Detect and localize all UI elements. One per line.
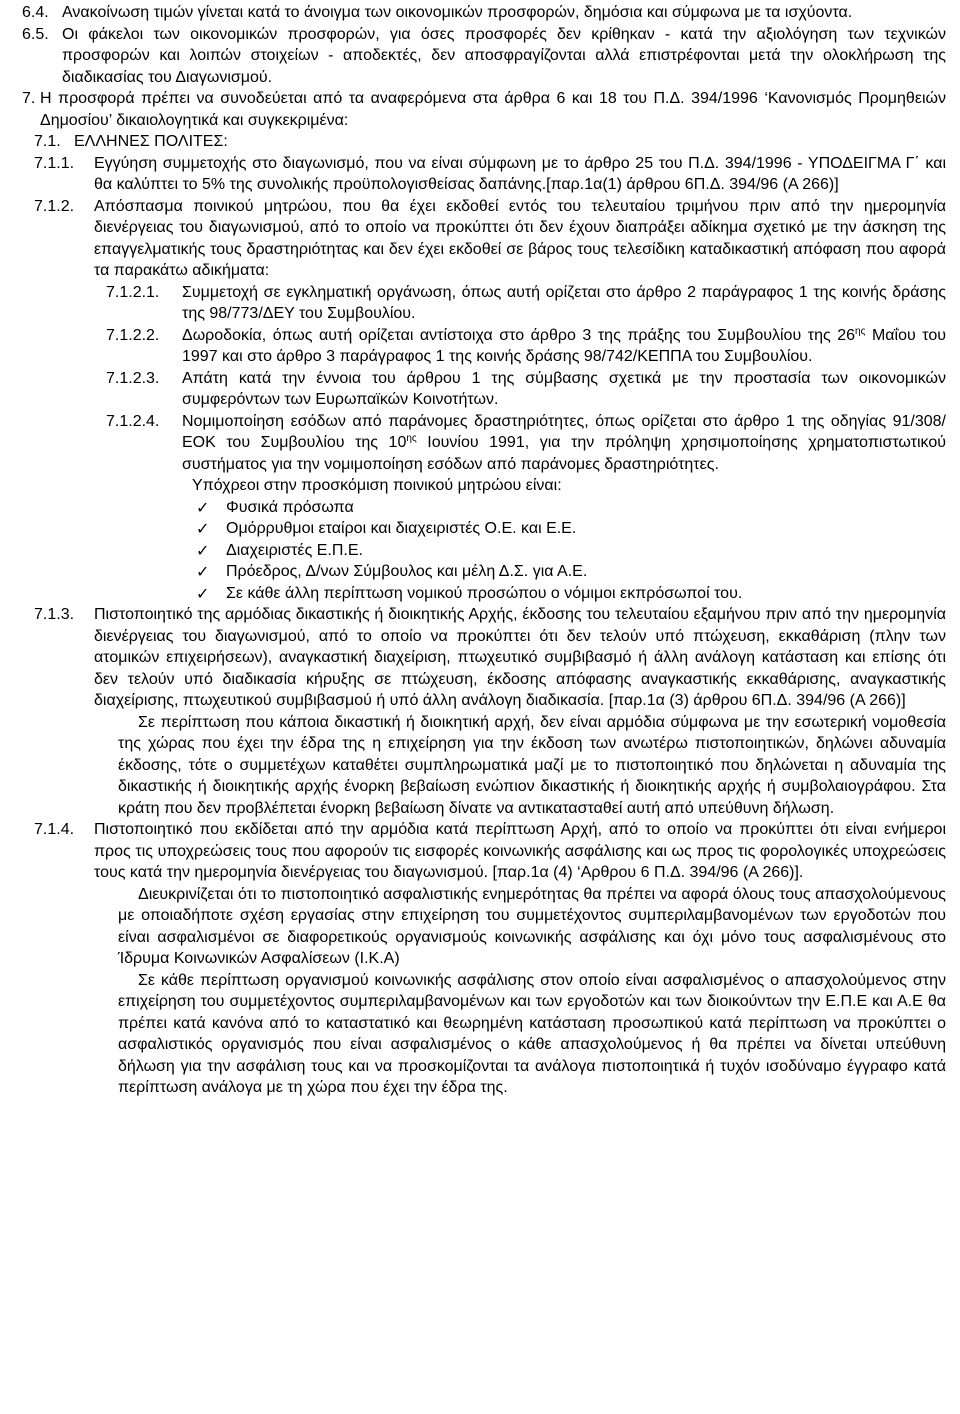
section-text: Οι φάκελοι των οικονομικών προσφορών, για όσες προσφορές δεν κρίθηκαν - κατά την αξιολόγηση των τεχνικών προσφορών και λοιπών στοιχείων - αποδεκτές, δεν αποσφραγίζονται αλλά επιστρέφονται μετά την ολοκλήρωση της διαδικασίας του Διαγωνισμού. <box>62 25 946 86</box>
section-text: Απάτη κατά την έννοια του άρθρου 1 της σύμβασης σχετικά με την προστασία των οικονομικών συμφερόντων των Ευρωπαϊκών Κοινοτήτων. <box>182 369 946 408</box>
checkmark-icon: ✓ <box>196 562 210 581</box>
section-text <box>182 325 946 368</box>
section-6-4 <box>22 2 946 24</box>
paragraph: Σε κάθε περίπτωση οργανισμού κοινωνικής ασφάλισης στον οποίο είναι ασφαλισμένος ο απασχολούμενος στην επιχείρηση του συμμετέχοντος συμπεριλαμβανομένων και των εργοδοτών και των διοικούντων την Ε.Π.Ε και Α.Ε θα πρέπει κατά κανόνα από το καταστατικό και θεωρημένη κατάσταση προσωπικού κατά περίπτωση να προκύπτει ο ασφαλιστικός οργανισμός που είναι ασφαλισμένος ο κάθε απασχολούμενος ή θα πρέπει να δίνεται υπεύθυνη δήλωση για την ασφάλιση τους και να προσκομίζονται τα ανάλογα πιστοποιητικά ή τυχόν ισοδύναμο έγγραφο κατά περίπτωση ανάλογα με τη χώρα που έχει την έδρα της. <box>118 971 946 1096</box>
section-7 <box>22 88 946 131</box>
required-intro: Υπόχρεοι στην προσκόμιση ποινικού μητρώου είναι: <box>192 477 562 494</box>
section-7-1-2-4 <box>22 411 946 476</box>
section-number: 7.1.4. <box>34 821 75 838</box>
section-7-1-3 <box>22 604 946 712</box>
text-part: Ιουνίου 1991, για την πρόληψη χρησιμοποίησης χρηματοπιστωτικού συστήματος για την νομιμοποίηση εσόδων από παράνομες δραστηριότητες. <box>182 434 947 473</box>
section-7-1-2-1 <box>22 282 946 325</box>
section-text <box>182 411 946 476</box>
section-7-1-1 <box>22 153 946 196</box>
section-number: 7. <box>22 90 36 107</box>
section-text: Πιστοποιητικό της αρμόδιας δικαστικής ή διοικητικής Αρχής, έκδοσης του τελευταίου εξαμήνου πριν από την ημερομηνία διενέργειας του διαγωνισμού, από το οποίο να προκύπτει ότι δεν τελούν υπό πτώχευση, εκκαθάριση (πλην των ατομικών επιχειρήσεων), αναγκαστική διαχείριση, πτωχευτικό συμβιβασμό ή άλλη ανάλογη κατάσταση και επίσης ότι δεν τελούν υπό διαδικασία κήρυξης σε πτώχευση, έκδοσης απόφασης αναγκαστικής εκκαθάρισης, αναγκαστικής διαχείρισης, πτωχευτικού συμβιβασμού ή υπό άλλη ανάλογη διαδικασία. [παρ.1α (3) άρθρου 6Π.Δ. 394/96 (Α 266)] <box>94 606 946 709</box>
section-text: Η προσφορά πρέπει να συνοδεύεται από τα αναφερόμενα στα άρθρα 6 και 18 του Π.Δ. 394/1996 ‘Κανονισμός Προμηθειών Δημοσίου’ δικαιολογητικά και συγκεκριμένα: <box>40 90 946 129</box>
section-number: 7.1. <box>34 133 61 150</box>
checkmark-icon: ✓ <box>196 540 210 560</box>
paragraph: Διευκρινίζεται ότι το πιστοποιητικό ασφαλιστικής ενημερότητας θα πρέπει να αφορά όλους τους απασχολούμενους με οποιαδήποτε σχέση εργασίας στην επιχείρηση του συμμετέχοντος συμπεριλαμβανομένων των εργοδοτών που είναι ασφαλισμένοι σε διαφορετικούς οργανισμούς κοινωνικής ασφάλισης και όχι μόνο τους ασφαλισμένους στο Ίδρυμα Κοινωνικών Ασφαλίσεων (Ι.Κ.Α) <box>118 885 946 967</box>
checkmark-icon: ✓ <box>196 497 210 517</box>
list-item-text: Σε κάθε άλλη περίπτωση νομικού προσώπου ο νόμιμοι εκπρόσωποί του. <box>226 584 743 602</box>
list-item-text: Ομόρρυθμοι εταίροι και διαχειριστές Ο.Ε. και Ε.Ε. <box>226 520 577 537</box>
checkmark-icon: ✓ <box>196 583 210 603</box>
section-text: Συμμετοχή σε εγκληματική οργάνωση, όπως αυτή ορίζεται στο άρθρο 2 παράγραφος 1 της κοινής δράσης της 98/773/ΔΕΥ του Συμβουλίου. <box>182 283 946 322</box>
section-text: Απόσπασμα ποινικού μητρώου, που θα έχει εκδοθεί εντός του τελευταίου τριμήνου πριν από την ημερομηνία διενέργειας του διαγωνισμού, από το οποίο να προκύπτει ότι δεν έχουν διαπράξει αδίκημα σχετικό με την άσκηση της επαγγελματικής τους δραστηριότητας και δεν έχει εκδοθεί σε βάρος τους τελεσίδικη καταδικαστική απόφαση που αφορά τα παρακάτω αδικήματα: <box>94 197 946 279</box>
section-number: 7.1.1. <box>34 154 75 172</box>
required-list <box>22 497 946 605</box>
text-part: Μαΐου του 1997 και στο άρθρο 3 παράγραφος 1 της κοινής δράσης 98/742/ΚΕΠΠΑ του Συμβουλίου. <box>182 326 947 365</box>
list-item-text: Πρόεδρος, Δ/νων Σύμβουλος και μέλη Δ.Σ. για Α.Ε. <box>226 563 588 580</box>
ordinal-suffix: ης <box>855 325 866 337</box>
list-item-text: Φυσικά πρόσωπα <box>226 498 354 516</box>
section-7-1-2-2 <box>22 325 946 368</box>
section-number: 7.1.2.4. <box>106 412 160 430</box>
text-part: Δωροδοκία, όπως αυτή ορίζεται αντίστοιχα στο άρθρο 3 της πράξης του Συμβουλίου της 26 <box>182 326 856 344</box>
section-number: 6.4. <box>22 4 49 21</box>
section-7-1 <box>22 131 946 153</box>
list-item-text: Διαχειριστές Ε.Π.Ε. <box>226 541 363 559</box>
section-number: 6.5. <box>22 25 49 43</box>
section-7-1-4 <box>22 819 946 884</box>
section-text: Ανακοίνωση τιμών γίνεται κατά το άνοιγμα των οικονομικών προσφορών, δημόσια και σύμφωνα με τα ισχύοντα. <box>62 4 853 21</box>
text-part: Νομιμοποίηση εσόδων από παράνομες δραστηριότητες, όπως ορίζεται στο άρθρο 1 της οδηγίας 91/308/ΕΟΚ του Συμβουλίου της 10 <box>182 412 946 451</box>
section-number: 7.1.2.3. <box>106 369 160 387</box>
paragraph: Σε περίπτωση που κάποια δικαστική ή διοικητική αρχή, δεν είναι αρμόδια σύμφωνα με την εσωτερική νομοθεσία της χώρας που έχει την έδρα της η επιχείρηση για την έκδοση των ανωτέρω πιστοποιητικών, δηλώνει αδυναμία έκδοσης, τότε ο συμμετέχων καταθέτει συμπληρωματικά μαζί με το πιστοποιητικό που δηλώνεται η αδυναμία της δικαστικής ή διοικητικής αρχής ένορκη βεβαίωση ενώπιον δικαστικής ή διοικητικής αρχής ή συμβολαιογράφου. Στα κράτη που δεν προβλέπεται ένορκη βεβαίωση δίνατε να αντικατασταθεί αυτή από υπεύθυνη δήλωση. <box>118 713 946 817</box>
list-item <box>196 583 946 605</box>
section-7-1-2-3 <box>22 368 946 411</box>
section-heading: ΕΛΛΗΝΕΣ ΠΟΛΙΤΕΣ: <box>74 133 228 150</box>
list-item <box>196 518 946 540</box>
list-item <box>196 540 946 562</box>
section-number: 7.1.2.1. <box>106 283 160 301</box>
section-number: 7.1.3. <box>34 606 75 623</box>
section-number: 7.1.2. <box>34 197 75 215</box>
section-7-1-2 <box>22 196 946 282</box>
section-6-5 <box>22 24 946 89</box>
section-number: 7.1.2.2. <box>106 326 160 344</box>
section-text: Εγγύηση συμμετοχής στο διαγωνισμό, που να είναι σύμφωνη με το άρθρο 25 του Π.Δ. 394/1996 - ΥΠΟΔΕΙΓΜΑ Γ΄ και θα καλύπτει το 5% της συνολικής προϋπολογισθείσας δαπάνης.[παρ.1α(1) άρθρου 6Π.Δ. 394/96 (Α 266)] <box>94 154 946 193</box>
list-item <box>196 561 946 583</box>
ordinal-suffix: ης <box>406 433 417 444</box>
checkmark-icon: ✓ <box>196 519 210 538</box>
section-text: Πιστοποιητικό που εκδίδεται από την αρμόδια κατά περίπτωση Αρχή, από το οποίο να προκύπτει ότι είναι ενήμεροι προς τις υποχρεώσεις τους που αφορούν τις εισφορές κοινωνικής ασφάλισης και ως προς τις φορολογικές υποχρεώσεις τους κατά την ημερομηνία διενέργειας του διαγωνισμού. [παρ.1α (4) ‘Αρθρου 6 Π.Δ. 394/96 (Α 266)]. <box>94 821 946 881</box>
list-item <box>196 497 946 519</box>
